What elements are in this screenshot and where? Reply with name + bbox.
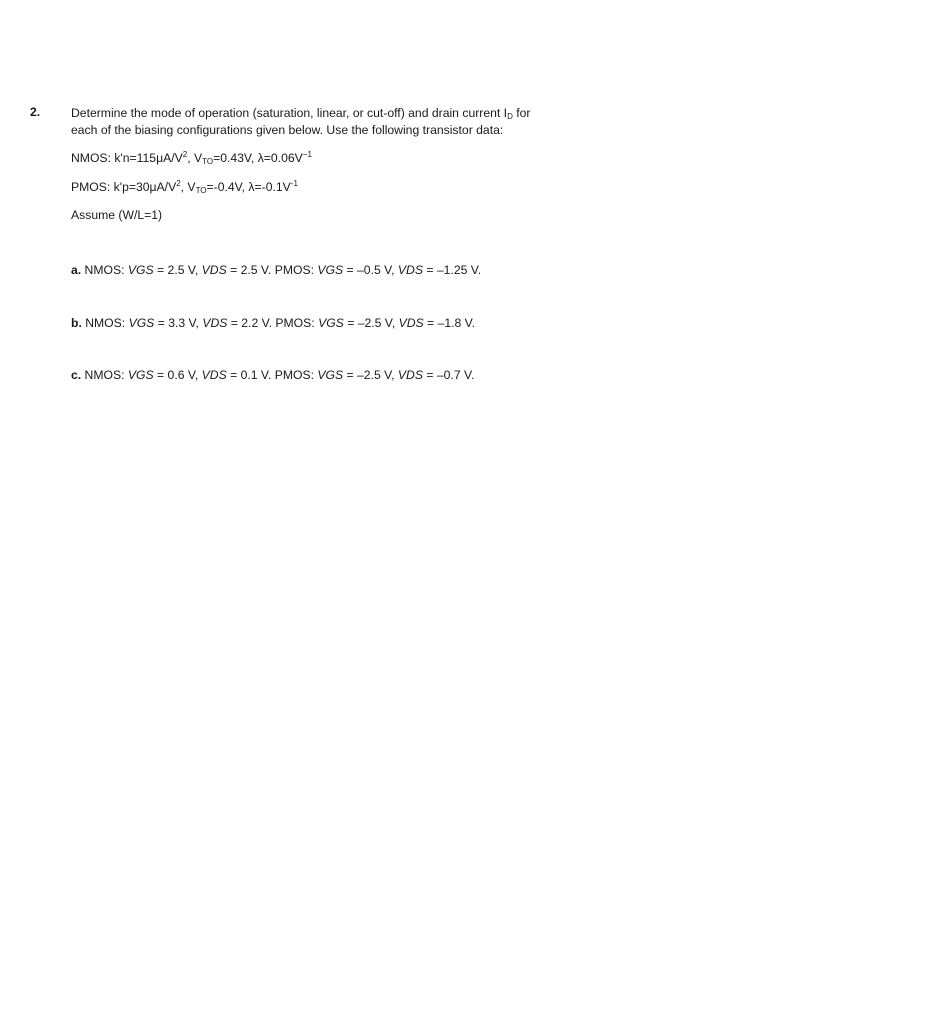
part-label: c. xyxy=(71,368,82,382)
part-c xyxy=(71,368,474,382)
nmos-k-prime: NMOS: k'n=115μA/V xyxy=(71,151,183,165)
var-vds: VDS xyxy=(397,263,423,277)
var-vds: VDS xyxy=(201,263,227,277)
drain-subscript: D xyxy=(507,112,513,121)
prompt-text-end: for xyxy=(512,106,531,120)
pmos-vto-lambda: =-0.4V, λ=-0.1V xyxy=(206,180,291,194)
pmos-square-sup: 2 xyxy=(176,179,181,188)
part-b xyxy=(71,316,475,330)
question-number: 2. xyxy=(30,105,41,119)
part-text: = –2.5 V, xyxy=(343,316,399,330)
pmos-lambda-exp: -1 xyxy=(290,179,298,188)
part-text: = 2.5 V, xyxy=(153,263,202,277)
part-text: = –2.5 V, xyxy=(343,368,398,382)
part-text: = 3.3 V, xyxy=(154,316,203,330)
nmos-parameters xyxy=(71,151,312,165)
var-vgs: VGS xyxy=(127,263,154,277)
var-vds: VDS xyxy=(201,368,227,382)
part-text: = –1.8 V. xyxy=(423,316,476,330)
pmos-k-prime: PMOS: k'p=30μA/V xyxy=(71,180,177,194)
part-text: = –1.25 V. xyxy=(422,263,482,277)
pmos-parameters xyxy=(71,180,298,194)
pmos-vto-sub: TO xyxy=(195,186,207,195)
var-vds: VDS xyxy=(397,368,423,382)
var-vgs: VGS xyxy=(317,263,344,277)
var-vgs: VGS xyxy=(128,316,155,330)
part-text: = 0.1 V. PMOS: xyxy=(226,368,318,382)
nmos-vto-label: , V xyxy=(187,151,203,165)
prompt-line-1 xyxy=(71,106,530,120)
part-label: a. xyxy=(71,263,82,277)
var-vgs: VGS xyxy=(127,368,154,382)
var-vgs: VGS xyxy=(317,368,344,382)
part-text: = 2.2 V. PMOS: xyxy=(227,316,319,330)
var-vds: VDS xyxy=(398,316,424,330)
nmos-square-sup: 2 xyxy=(182,150,188,159)
nmos-vto-lambda: =0.43V, λ=0.06V xyxy=(213,151,303,165)
part-text: NMOS: xyxy=(81,368,128,382)
part-a xyxy=(71,263,481,277)
part-label: b. xyxy=(71,316,82,330)
pmos-vto-label: , V xyxy=(180,180,196,194)
assumption-line: Assume (W/L=1) xyxy=(71,208,163,222)
nmos-vto-sub: TO xyxy=(202,157,214,166)
part-text: = 2.5 V. PMOS: xyxy=(226,263,318,277)
part-text: NMOS: xyxy=(81,316,129,330)
part-text: = –0.5 V, xyxy=(343,263,398,277)
part-text: = 0.6 V, xyxy=(153,368,202,382)
nmos-lambda-exp: −1 xyxy=(302,150,312,159)
var-vds: VDS xyxy=(202,316,228,330)
part-text: = –0.7 V. xyxy=(422,368,475,382)
part-text: NMOS: xyxy=(81,263,128,277)
var-vgs: VGS xyxy=(318,316,344,330)
prompt-text: Determine the mode of operation (saturation, linear, or cut-off) and drain current I xyxy=(71,106,508,120)
prompt-line-2: each of the biasing configurations given below. Use the following transistor data: xyxy=(71,123,504,137)
